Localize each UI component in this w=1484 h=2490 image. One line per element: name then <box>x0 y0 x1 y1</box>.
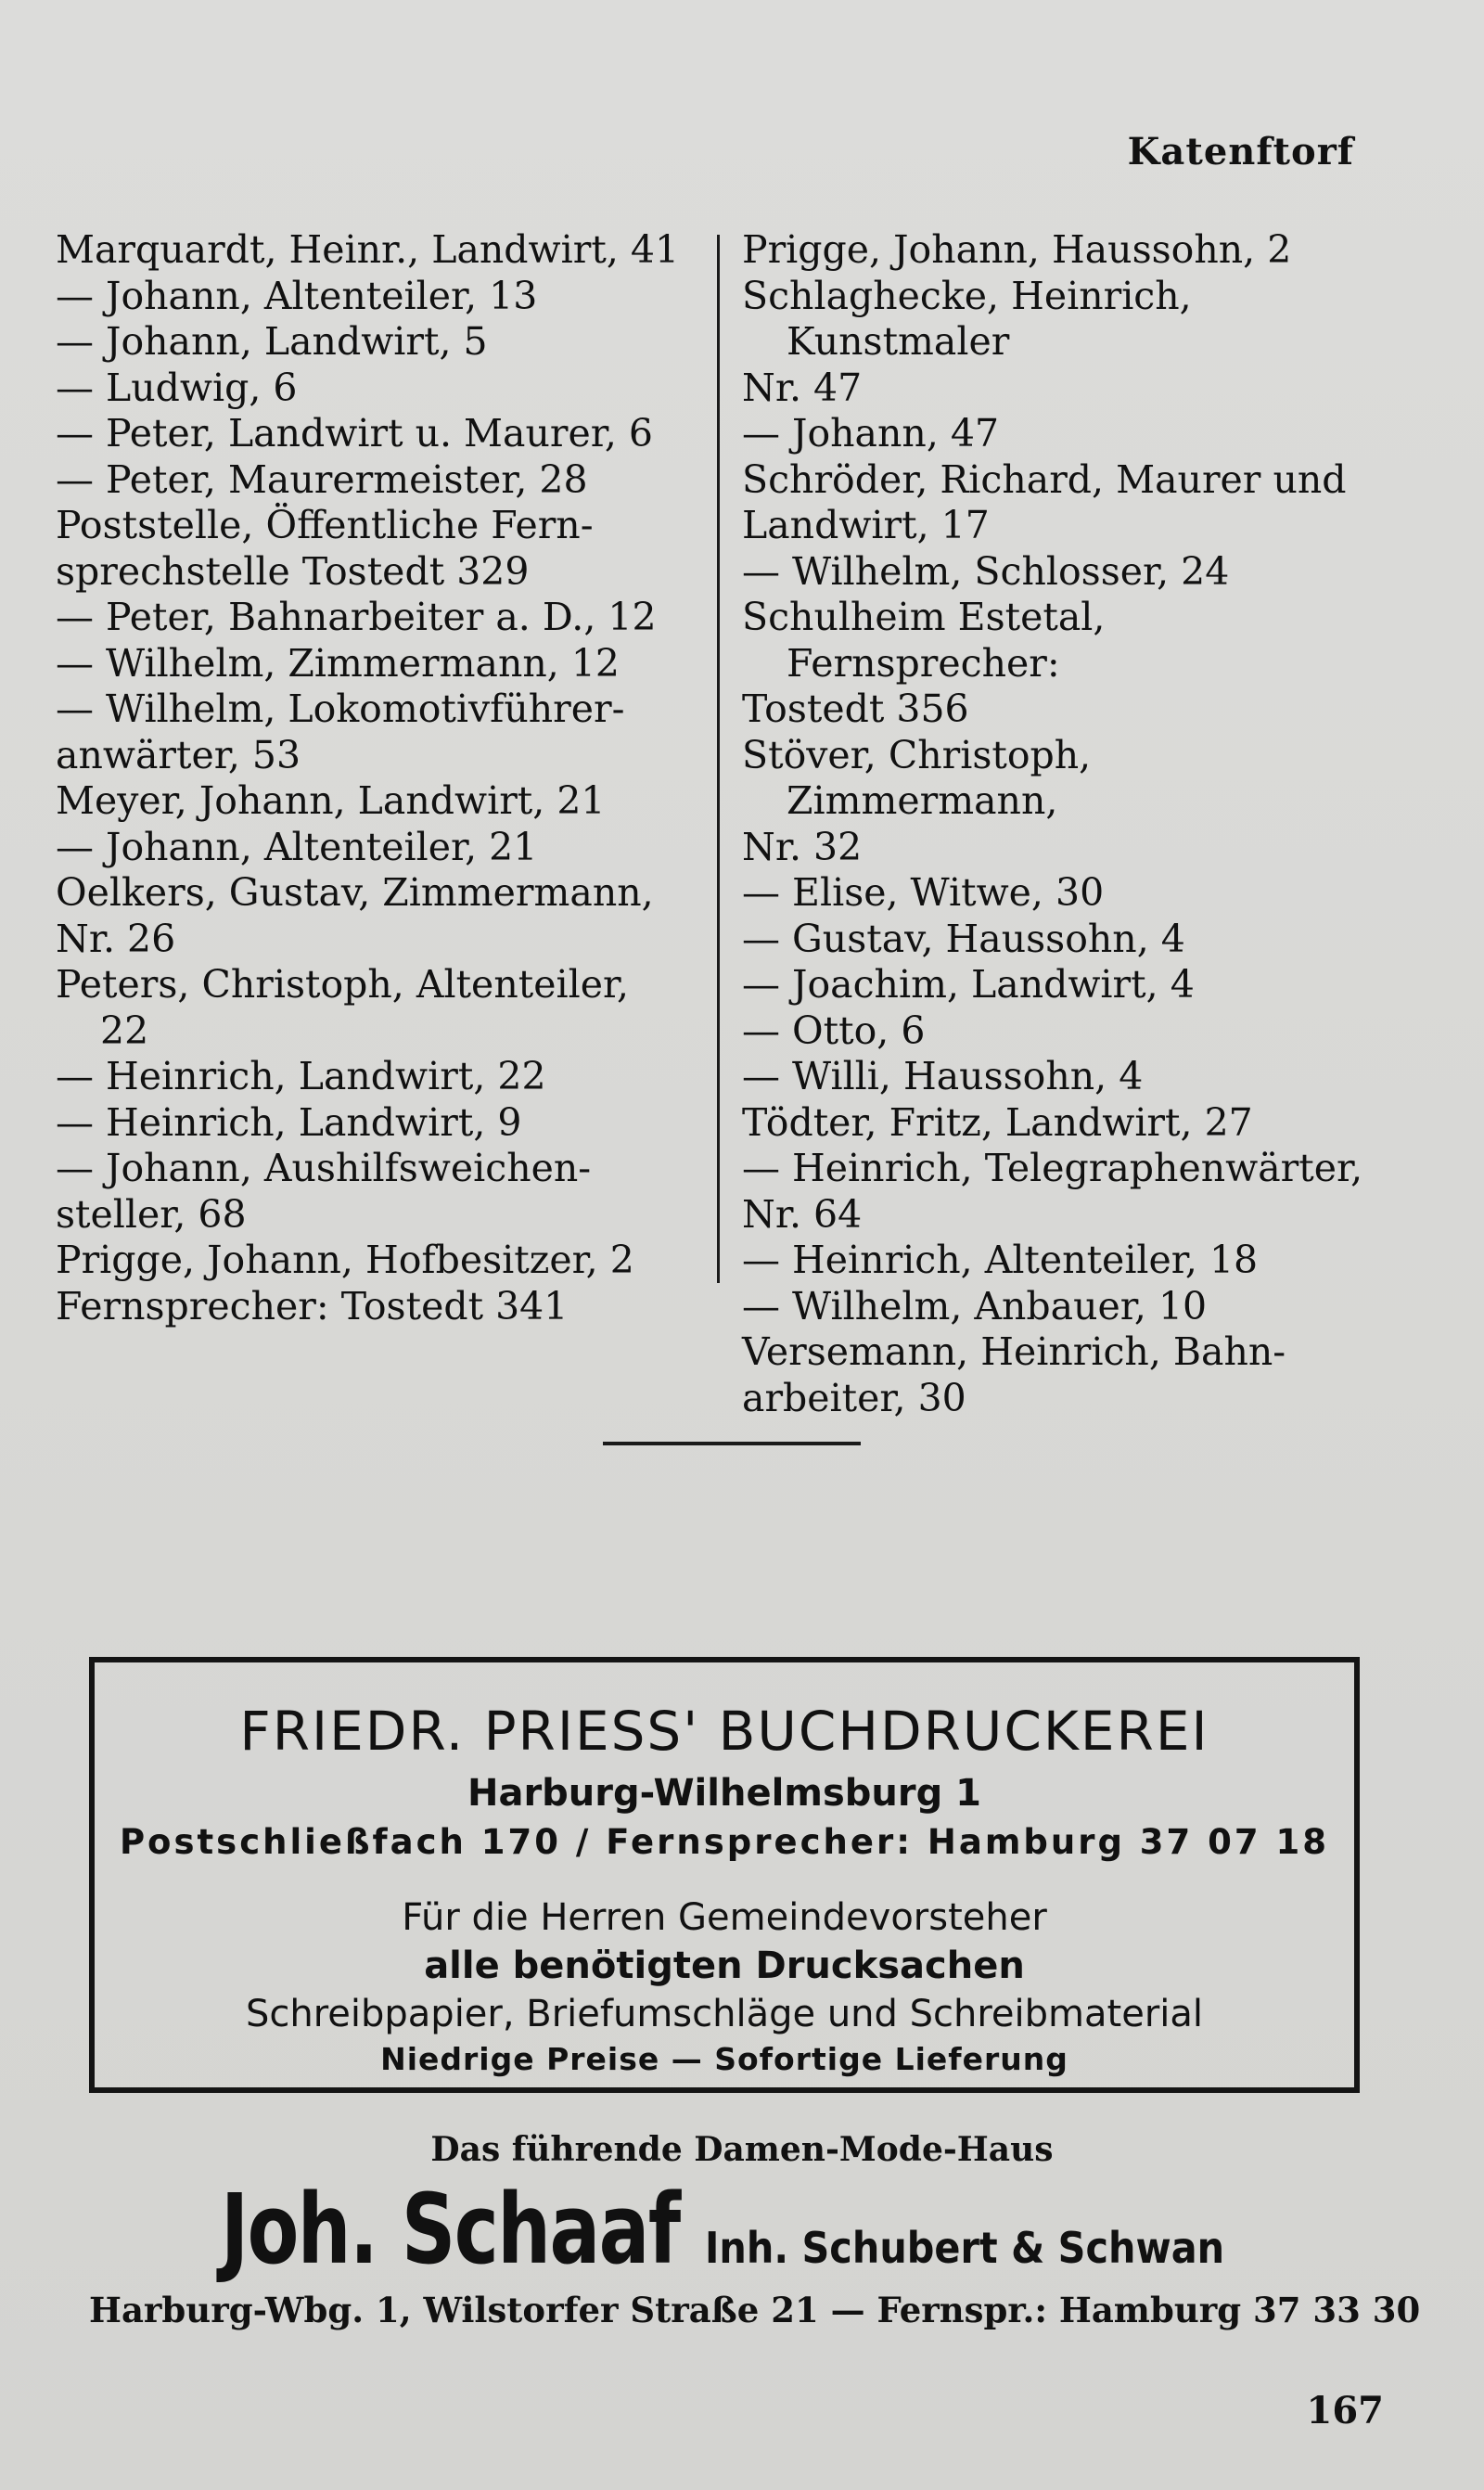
page-number: 167 <box>1306 2389 1384 2432</box>
directory-entry: Nr. 47 <box>742 365 863 410</box>
directory-entry: Tostedt 356 <box>742 687 969 731</box>
fashion-ad-owner: Inh. Schubert & Schwan <box>705 2223 1225 2273</box>
directory-entry: — Heinrich, Landwirt, 22 <box>56 1054 546 1098</box>
directory-entry: — Johann, Altenteiler, 13 <box>56 273 538 318</box>
fashion-ad-address: Harburg-Wbg. 1, Wilstorfer Straße 21 — Fernspr.: Hamburg 37 33 30 <box>89 2290 1421 2330</box>
ad-line-2: alle benötigten Drucksachen <box>424 1945 1025 1987</box>
directory-entry: — Wilhelm, Zimmermann, 12 <box>56 640 620 686</box>
directory-entry: Nr. 32 <box>742 824 863 869</box>
ad-line-4: Niedrige Preise — Sofortige Lieferung <box>380 2041 1068 2077</box>
directory-entry: — Johann, Aushilfsweichen- <box>56 1146 592 1190</box>
directory-entry: Peters, Christoph, Altenteiler, 22 <box>56 962 630 1053</box>
directory-entry: — Joachim, Landwirt, 4 <box>742 962 1195 1007</box>
directory-entry: — Gustav, Haussohn, 4 <box>742 916 1185 961</box>
directory-columns <box>56 227 1373 1420</box>
directory-entry: Oelkers, Gustav, Zimmermann, <box>56 870 654 915</box>
directory-entry: — Peter, Maurermeister, 28 <box>56 456 588 502</box>
directory-entry: Nr. 26 <box>56 916 176 961</box>
printer-advertisement <box>89 1657 1360 2093</box>
directory-entry: Fernsprecher: Tostedt 341 <box>56 1283 569 1328</box>
directory-entry: Landwirt, 17 <box>742 503 990 547</box>
directory-entry: Schröder, Richard, Maurer und <box>742 456 1347 502</box>
directory-entry: Marquardt, Heinr., Landwirt, 41 <box>56 227 680 272</box>
directory-entry: Schlaghecke, Heinrich, Kunstmaler <box>742 273 1192 364</box>
directory-entry: — Elise, Witwe, 30 <box>742 870 1105 915</box>
directory-entry: — Wilhelm, Anbauer, 10 <box>742 1283 1208 1328</box>
directory-entry: — Heinrich, Landwirt, 9 <box>56 1099 522 1145</box>
directory-entry: — Heinrich, Altenteiler, 18 <box>742 1238 1259 1282</box>
directory-entry: — Otto, 6 <box>742 1008 926 1053</box>
directory-entry: — Wilhelm, Schlosser, 24 <box>742 548 1230 594</box>
directory-entry: Poststelle, Öffentliche Fern- <box>56 503 594 547</box>
right-column <box>742 227 1373 1421</box>
directory-entry: — Willi, Haussohn, 4 <box>742 1054 1144 1098</box>
ad-title: FRIEDR. PRIESS' BUCHDRUCKEREI <box>239 1700 1209 1763</box>
directory-entry: anwärter, 53 <box>56 732 301 777</box>
brand-name: Joh. Schaaf <box>221 2173 680 2286</box>
directory-entry: steller, 68 <box>56 1191 247 1237</box>
directory-entry: — Johann, Altenteiler, 21 <box>56 824 538 869</box>
directory-entry: Nr. 64 <box>742 1191 863 1237</box>
fashion-ad-tagline: Das führende Damen-Mode-Haus <box>430 2130 1054 2169</box>
ad-contact: Postschließfach 170 / Fernsprecher: Hamburg 37 07 18 <box>119 1822 1330 1862</box>
left-column <box>56 227 686 1329</box>
ad-city: Harburg-Wilhelmsburg 1 <box>467 1772 982 1815</box>
directory-entry: Prigge, Johann, Hofbesitzer, 2 <box>56 1238 634 1282</box>
running-head: Katenftorf <box>1127 130 1354 173</box>
directory-entry: — Johann, 47 <box>742 411 1000 456</box>
column-divider <box>717 235 720 1283</box>
ad-line-3: Schreibpapier, Briefumschläge und Schreibmaterial <box>245 1993 1203 2035</box>
separator-rule <box>603 1442 861 1445</box>
directory-entry: Prigge, Johann, Haussohn, 2 <box>742 227 1292 272</box>
directory-entry: — Peter, Landwirt u. Maurer, 6 <box>56 411 653 456</box>
directory-entry: — Ludwig, 6 <box>56 365 298 410</box>
ad-line-1: Für die Herren Gemeindevorsteher <box>402 1896 1047 1939</box>
directory-entry: Versemann, Heinrich, Bahn- <box>742 1329 1286 1374</box>
directory-entry: arbeiter, 30 <box>742 1375 966 1420</box>
directory-entry: — Heinrich, Telegraphenwärter, <box>742 1146 1363 1190</box>
directory-entry: sprechstelle Tostedt 329 <box>56 548 530 594</box>
directory-entry: Stöver, Christoph, Zimmermann, <box>742 732 1092 823</box>
directory-entry: Meyer, Johann, Landwirt, 21 <box>56 778 606 823</box>
directory-entry: — Johann, Landwirt, 5 <box>56 319 488 364</box>
directory-entry: — Wilhelm, Lokomotivführer- <box>56 687 625 731</box>
directory-entry: — Peter, Bahnarbeiter a. D., 12 <box>56 595 657 639</box>
directory-entry: Tödter, Fritz, Landwirt, 27 <box>742 1099 1253 1145</box>
directory-entry: Schulheim Estetal, Fernsprecher: <box>742 595 1106 686</box>
